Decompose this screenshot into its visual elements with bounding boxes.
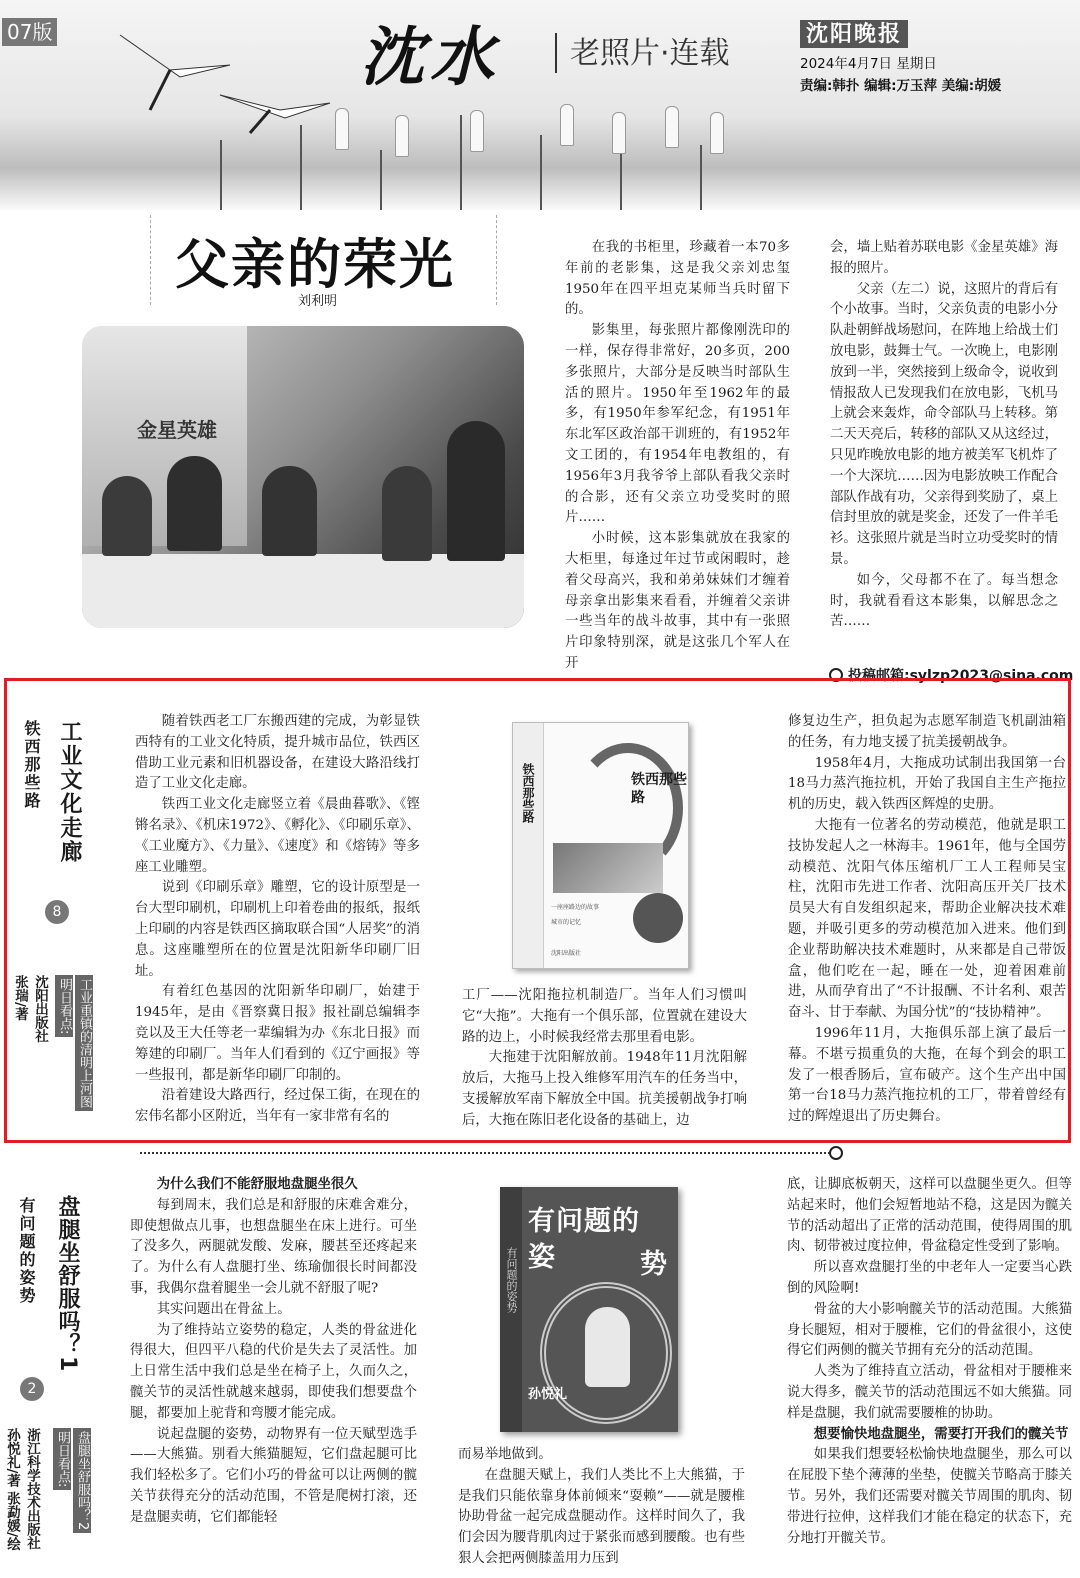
subheading: 想要愉快地盘腿坐，需要打开我们的髋关节: [813, 1426, 1069, 1442]
crane-figure: [710, 112, 724, 154]
paragraph: 人类为了维持直立活动，骨盆相对于腰椎来说大得多，髋关节的活动范围远不如大熊猫。同样是盘腿，我们就需要腰椎的协助。: [787, 1364, 1072, 1421]
book-title-char: 势: [640, 1249, 667, 1280]
paragraph: 而易举地做到。: [458, 1447, 552, 1462]
reed-decoration: [300, 125, 302, 210]
paragraph: 其实问题出在骨盆上。: [156, 1301, 291, 1317]
issue-date: 2024年4月7日 星期日: [800, 56, 937, 72]
paragraph: 底，让脚底板朝天，这样可以盘腿坐更久。但等站起来时，他们会短暂地站不稳，这是因为髋关节的活动超出了正常的活动范围，使得周围的肌肉、韧带被过度拉伸，骨盆稳定性受到了影响。: [787, 1177, 1072, 1255]
next-title: 工业重镇的清明上河图: [75, 975, 93, 1111]
next-label: 明日看点:: [55, 975, 73, 1037]
paragraph: 沿着建设大路西行，经过保工街，在现在的宏伟名都小区附近，当年有一家非常有名的: [135, 1088, 420, 1125]
next-label: 明日看点:: [53, 1428, 71, 1490]
publisher: 浙江科学技术出版社: [24, 1428, 40, 1550]
next-title: 盘腿坐舒服吗？2: [73, 1428, 91, 1533]
soldier-figure: [262, 466, 317, 556]
newspaper-logo: 沈阳晚报: [800, 20, 908, 48]
serial1-column-2: [462, 986, 747, 1132]
cover-note: 一座座路边的故事: [551, 904, 600, 911]
publisher: 沈阳出版社: [32, 975, 48, 1043]
book-cover: [500, 1187, 678, 1432]
soldier-figure: [447, 421, 505, 561]
crane-figure: [612, 112, 626, 154]
reed-decoration: [380, 150, 382, 210]
submission-email[interactable]: 投稿邮箱:sylzp2023@sina.com: [848, 668, 1074, 684]
reed-decoration: [540, 135, 542, 210]
cover-note: 城市的记忆: [551, 919, 582, 926]
serial1-column-3: [788, 712, 1066, 1128]
serial2-column-1: [130, 1175, 417, 1529]
paragraph: 在盘腿天赋上，我们人类比不上大熊猫，于是我们只能依靠身体前倾来“耍赖”——就是腰椎协助骨盆一起完成盘腿动作。这样时间久了，我们会因为腰背肌肉过于紧张而感到腰酸。也有些狠人会把两侧膝盖用力压到: [458, 1467, 745, 1566]
article1-column-1: [565, 238, 790, 675]
section-title: 沈水: [360, 20, 500, 95]
book-spine-title: 铁西那些路: [521, 763, 535, 823]
paragraph: 1958年4月，大拖成功试制出我国第一台18马力蒸汽拖拉机，开始了我国自主生产拖拉机的历史，载入铁西区辉煌的史册。: [788, 755, 1066, 813]
paragraph: 父亲（左二）说，这照片的背后有个小故事。当时，父亲负责的电影小分队赴朝鲜战场慰问，在阵地上给战士们放电影，鼓舞士气。一次晚上，电影刚放到一半，突然接到上级命令，说收到情报敌人已发现我们在放电影，飞机马上就会来轰炸，命令部队马上转移。第二天天亮后，转移的部队又从这经过，只见昨晚放电影的地方被美军飞机炸了一个大深坑……因为电影放映工作配合部队作战有功，父亲得到奖励了，桌上信封里放的就是奖金，还发了一件羊毛衫。这张照片就是当时立功受奖时的情景。: [830, 281, 1058, 567]
paragraph: 修复边生产，担负起为志愿军制造飞机副油箱的任务，有力地支援了抗美援朝战争。: [788, 714, 1066, 750]
paragraph: 1996年11月，大拖俱乐部上演了最后一幕。不堪亏损重负的大拖，在每个到会的职工发了一根香肠后，宣布破产。这个生产出中国第一台18马力蒸汽拖拉机的工厂，带着曾经有过的辉煌退出了历史舞台。: [788, 1025, 1066, 1125]
paragraph: 铁西工业文化走廊竖立着《晨曲暮歌》、《铿锵名录》、《机床1972》、《孵化》、《印刷乐章》、《工业魔方》、《力量》、《速度》和《熔铸》等多座工业雕塑。: [135, 797, 420, 875]
crane-figure: [665, 106, 679, 148]
soldier-figure: [167, 456, 222, 551]
paragraph: 为了维持站立姿势的稳定，人类的骨盆进化得很大，但四平八稳的代价是失去了灵活性。加上日常生活中我们总是坐在椅子上，久而久之，髋关节的灵活性就越来越弱，即使我们想要盘个腿，都要加上驼背和弯腰才能完成。: [130, 1322, 417, 1421]
soldier-figure: [382, 466, 432, 561]
masthead-banner: [0, 0, 1080, 210]
serial1-column-1: [135, 712, 420, 1128]
flying-cranes-icon: [110, 15, 340, 135]
paragraph: 如果我们想要轻松愉快地盘腿坐，那么可以在屁股下垫个薄薄的坐垫，使髋关节略高于膝关节。另外，我们还需要对髋关节周围的肌肉、韧带进行拉伸，这样我们才能在稳定的状态下，充分地打开髋关节。: [787, 1447, 1072, 1546]
paragraph: 说起盘腿的姿势，动物界有一位天赋型选手——大熊猫。别看大熊猫腿短，它们盘起腿可比我们轻松多了。它们小巧的骨盆可以让两侧的髋关节获得充分的活动范围，不管是爬树打滚，还是盘腿卖萌，它们都能轻: [130, 1426, 417, 1525]
paragraph: 有着红色基因的沈阳新华印刷厂，始建于1945年，是由《晋察冀日报》报社副总编辑李竞以及王大任等老一辈编辑为办《东北日报》而筹建的印刷厂。当年人们看到的《辽宁画报》等一些报刊，都是新华印刷厂印制的。: [135, 984, 420, 1083]
book-spine: [513, 723, 544, 968]
episode-number: 8: [45, 900, 69, 924]
book-title-char: 姿: [528, 1242, 555, 1273]
paragraph: 影集里，每张照片都像刚洗印的一样，保存得非常好，20多页，200多张照片，大部分是反映当时部队生活的照片。1950年至1962年的最多，有1950年参军纪念，有1951年东北军区政治部干训班的，有1952年文工团的，有1954年电教组的，有1956年3月我爷爷上部队看我父亲时的合影，还有父亲立功受奖时的照片……: [565, 323, 790, 526]
article-author: 刘利明: [298, 294, 338, 309]
serial2-column-2: [458, 1445, 745, 1570]
article-title: 父亲的荣光: [175, 233, 455, 296]
serial-title: 工业文化走廊: [57, 720, 82, 864]
episode-number: 2: [20, 1377, 44, 1401]
subheading: 为什么我们不能舒服地盘腿坐很久: [156, 1177, 358, 1192]
serial2-column-3: [787, 1175, 1072, 1549]
bridge-illustration: [553, 843, 663, 893]
paragraph: 大拖建于沈阳解放前。1948年11月沈阳解放后，大拖马上投入维修军用汽车的任务当中，支援解放军南下解放全中国。抗美援朝战争打响后，大拖在陈旧老化设备的基础上，边: [462, 1050, 747, 1128]
girl-illustration: [585, 1307, 630, 1387]
book-spine-title: 有问题的姿势: [505, 1247, 518, 1313]
paragraph: 工厂——沈阳拖拉机制造厂。当年人们习惯叫它“大拖”。大拖有一个俱乐部，位置就在建设大路的边上，小时候我经常去那里看电影。: [462, 988, 747, 1045]
reed-decoration: [700, 145, 702, 210]
cover-author: 孙悦礼: [528, 1387, 568, 1402]
serial-title: 盘腿坐舒服吗？1: [55, 1195, 80, 1373]
paragraph: 小时候，这本影集就放在我家的大柜里，每逢过年过节或闲暇时，趁着父母高兴，我和弟弟妹妹们才缠着母亲拿出影集来看看，并缠着父亲讲一些当年的战斗故事，其中有一张照片印象特别深，就是这张几个军人在开: [565, 531, 790, 671]
paragraph: 大拖有一位著名的劳动模范，他就是职工技协发起人之一林海丰。1961年，他与全国劳动模范、沈阳气体压缩机厂工人工程师吴宝柱，沈阳市先进工作者、沈阳高压开关厂技术员吴大有自发组织起来，帮助企业解决技术难题，并吸引更多的劳动模范加入进来。他们到企业帮助解决技术难题时，从来都是自己带饭盒，他们吃在一起，睡在一处，迎着困难前进，从而孕育出了“不计报酬、不计名利、艰苦奋斗、甘于奉献、为国分忧”的“技协精神”。: [788, 817, 1066, 1021]
divider-knot: [829, 1146, 843, 1160]
reed-decoration: [220, 140, 222, 210]
crane-figure: [395, 115, 409, 157]
cover-publisher: 沈阳出版社: [551, 950, 582, 957]
crane-figure: [470, 110, 484, 152]
series-name: 铁西那些路: [22, 720, 41, 810]
paragraph: 骨盆的大小影响髋关节的活动范围。大熊猫身长腿短，相对于腰椎，它们的骨盆很小，这使得它们两侧的髋关节拥有充分的活动范围。: [787, 1301, 1072, 1359]
title-divider: [555, 33, 557, 73]
poster-text: 金星英雄: [137, 418, 217, 442]
section-subtitle: 老照片·连载: [570, 36, 730, 71]
book-title: 铁西那些路: [631, 772, 687, 806]
paragraph: 如今，父母都不在了。每当想念时，我就看看这本影集，以解思念之苦……: [830, 572, 1058, 630]
page-number: 07版: [2, 18, 57, 46]
soldier-figure: [102, 476, 152, 556]
book-title: 有问题的: [528, 1206, 640, 1237]
crane-figure: [560, 104, 574, 146]
section-divider: [140, 1152, 830, 1154]
editor-credits: 责编:韩扑 编辑:万玉萍 美编:胡媛: [800, 78, 1002, 94]
book-cover: [512, 722, 689, 969]
table-cloth: [82, 554, 524, 628]
article1-column-2: [830, 238, 1058, 633]
book-author: 张瑞/著: [12, 975, 28, 1021]
paragraph: 会，墙上贴着苏联电影《金星英雄》海报的照片。: [830, 240, 1058, 276]
book-author: 孙悦礼/著 张勐媛/绘: [4, 1428, 20, 1551]
paragraph: 每到周末，我们总是和舒服的床难舍难分，即使想做点儿事，也想盘腿坐在床上进行。可坐了没多久，两腿就发酸、发麻，腰甚至还疼起来了。为什么有人盘腿打坐、练瑜伽很长时间都没事，我偶尔盘着腿坐一会儿就不舒服了呢?: [130, 1197, 417, 1296]
sculpture-illustration: [633, 893, 683, 943]
reed-decoration: [460, 115, 462, 210]
paragraph: 说到《印刷乐章》雕塑，它的设计原型是一台大型印刷机，印刷机上印着卷曲的报纸，报纸上印刷的内容是铁西区摘取联合国“人居奖”的消息。这座雕塑所在的位置是沈阳新华印刷厂旧址。: [135, 880, 420, 979]
paragraph: 所以喜欢盘腿打坐的中老年人一定要当心跌倒的风险啊!: [787, 1260, 1072, 1296]
series-name: 有问题的姿势: [17, 1197, 36, 1305]
paragraph: 随着铁西老工厂东搬西建的完成，为彰显铁西特有的工业文化特质，提升城市品位，铁西区借助工业元素和旧机器设备，在建设大路沿线打造了工业文化走廊。: [135, 714, 420, 792]
historical-photo: [82, 326, 524, 628]
paragraph: 在我的书柜里，珍藏着一本70多年前的老影集，这是我父亲刘忠玺1950年在四平坦克某师当兵时留下的。: [565, 240, 790, 318]
